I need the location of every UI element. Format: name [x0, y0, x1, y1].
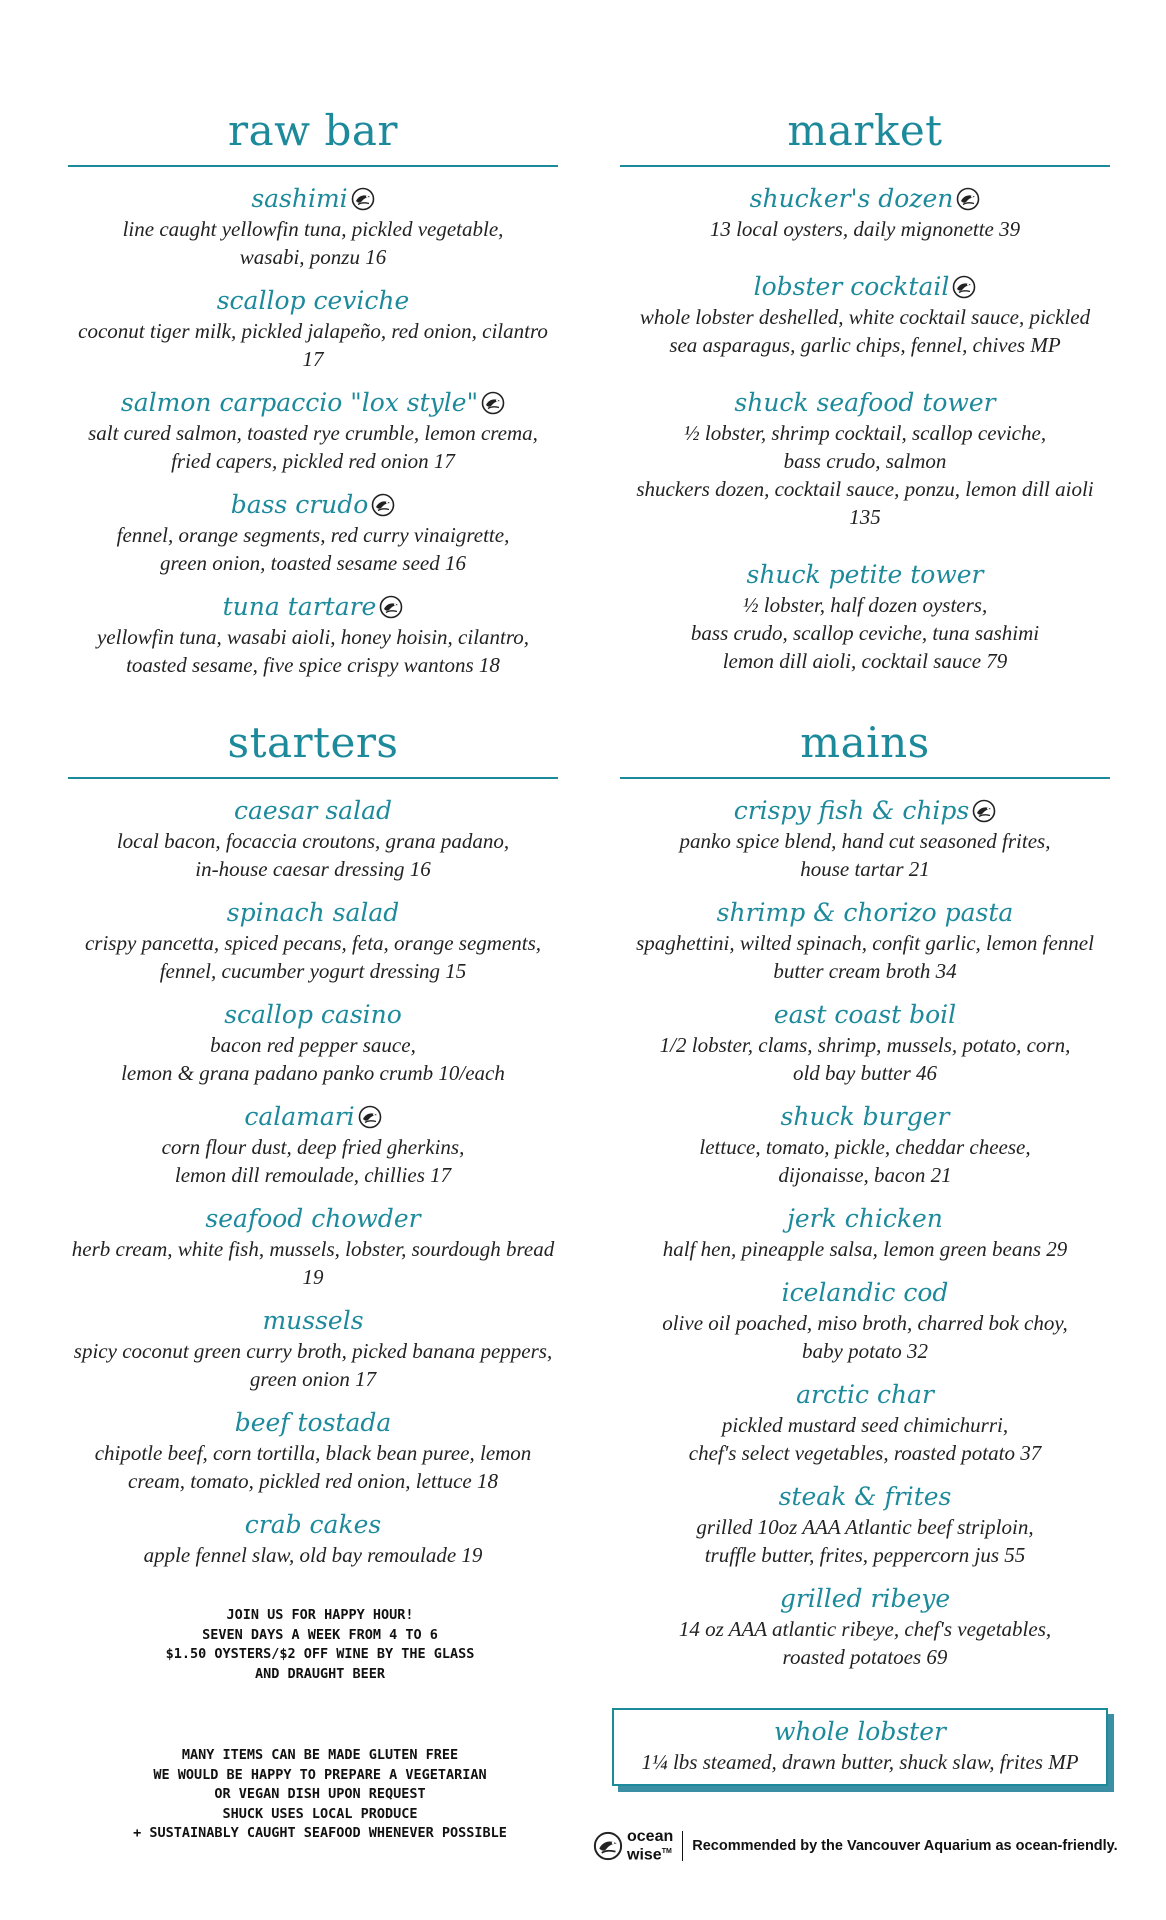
- item-name: shuck seafood tower: [734, 388, 996, 417]
- menu-item: [68, 183, 558, 271]
- item-name: caesar salad: [234, 796, 392, 825]
- item-description: corn flour dust, deep fried gherkins, lemon dill remoulade, chillies 17: [161, 1135, 465, 1187]
- starters-section: [68, 717, 558, 1583]
- featured-whole-lobster-box: [612, 1708, 1108, 1786]
- ocean-wise-icon: [351, 187, 375, 211]
- item-description: 1/2 lobster, clams, shrimp, mussels, potato, corn, old bay butter 46: [659, 1033, 1071, 1085]
- item-name: jerk chicken: [787, 1204, 943, 1233]
- item-name: lobster cocktail: [753, 272, 950, 301]
- item-name: tuna tartare: [222, 592, 377, 621]
- menu-item: [68, 591, 558, 679]
- menu-item: [620, 271, 1110, 359]
- menu-item: [68, 489, 558, 577]
- item-name: shucker's dozen: [749, 184, 954, 213]
- item-name: grilled ribeye: [779, 1584, 951, 1613]
- item-description: panko spice blend, hand cut seasoned frites, house tartar 21: [679, 829, 1051, 881]
- menu-item: [68, 897, 558, 985]
- item-name: beef tostada: [234, 1408, 392, 1437]
- menu-item: [68, 999, 558, 1087]
- item-description: olive oil poached, miso broth, charred bok choy, baby potato 32: [662, 1311, 1068, 1363]
- menu-item: [620, 795, 1110, 883]
- item-description: grilled 10oz AAA Atlantic beef striploin, truffle butter, frites, peppercorn jus 55: [696, 1515, 1034, 1567]
- item-description: 13 local oysters, daily mignonette 39: [709, 217, 1021, 241]
- starters-title: starters: [227, 718, 399, 767]
- raw-bar-rule: [68, 165, 558, 167]
- ocean-wise-icon: [972, 799, 996, 823]
- menu-item: [620, 1583, 1110, 1671]
- item-description: whole lobster deshelled, white cocktail sauce, pickled sea asparagus, garlic chips, fennel, chives MP: [639, 305, 1091, 357]
- ocean-wise-logo-icon: [593, 1831, 623, 1861]
- raw-bar-title: raw bar: [228, 106, 398, 155]
- menu-item: [68, 1203, 558, 1291]
- item-description: ½ lobster, shrimp cocktail, scallop ceviche, bass crudo, salmon shuckers dozen, cocktail sauce, ponzu, lemon dill aioli 135: [636, 421, 1094, 529]
- item-name: spinach salad: [226, 898, 400, 927]
- menu-item: [620, 1203, 1110, 1263]
- mains-rule: [620, 777, 1110, 779]
- menu-item: [68, 795, 558, 883]
- menu-item: [620, 999, 1110, 1087]
- ocean-wise-icon: [358, 1105, 382, 1129]
- item-description: line caught yellowfin tuna, pickled vegetable, wasabi, ponzu 16: [122, 217, 504, 269]
- menu-item: [620, 897, 1110, 985]
- item-name: mussels: [262, 1306, 364, 1335]
- ocean-wise-logo-line2: wise: [627, 1846, 662, 1864]
- item-description: pickled mustard seed chimichurri, chef's select vegetables, roasted potato 37: [688, 1413, 1042, 1465]
- item-description: spicy coconut green curry broth, picked banana peppers, green onion 17: [73, 1339, 553, 1391]
- item-name: shuck burger: [780, 1102, 950, 1131]
- item-description: yellowfin tuna, wasabi aioli, honey hoisin, cilantro, toasted sesame, five spice crispy wantons 18: [96, 625, 530, 677]
- item-description: spaghettini, wilted spinach, confit garlic, lemon fennel butter cream broth 34: [636, 931, 1094, 983]
- happy-hour-note: JOIN US FOR HAPPY HOUR! SEVEN DAYS A WEEK FROM 4 TO 6 $1.50 OYSTERS/$2 OFF WINE BY THE GLASS AND DRAUGHT BEER: [165, 1607, 475, 1682]
- menu-item: [68, 1407, 558, 1495]
- item-name: scallop casino: [224, 1000, 402, 1029]
- item-description: half hen, pineapple salsa, lemon green beans 29: [662, 1237, 1068, 1261]
- featured-item-description: 1¼ lbs steamed, drawn butter, shuck slaw, frites MP: [641, 1750, 1079, 1774]
- starters-rule: [68, 777, 558, 779]
- menu-item: [68, 1101, 558, 1189]
- item-description: herb cream, white fish, mussels, lobster, sourdough bread 19: [71, 1237, 555, 1289]
- menu-item: [68, 1305, 558, 1393]
- ocean-wise-logo: [593, 1829, 673, 1862]
- menu-item: [620, 1379, 1110, 1467]
- ocean-wise-divider: [682, 1831, 683, 1861]
- menu-item: [620, 387, 1110, 531]
- item-name: arctic char: [796, 1380, 934, 1409]
- menu-item: [620, 1277, 1110, 1365]
- item-name: east coast boil: [773, 1000, 957, 1029]
- item-name: crispy fish & chips: [733, 796, 970, 825]
- mains-section: [620, 717, 1110, 1685]
- menu-item: [620, 183, 1110, 243]
- ocean-wise-tagline: Recommended by the Vancouver Aquarium as ocean-friendly.: [692, 1838, 1118, 1854]
- item-name: shrimp & chorizo pasta: [716, 898, 1014, 927]
- raw-bar-section: [68, 105, 558, 693]
- menu-item: [68, 387, 558, 475]
- item-description: salt cured salmon, toasted rye crumble, lemon crema, fried capers, pickled red onion 17: [88, 421, 538, 473]
- item-description: ½ lobster, half dozen oysters, bass crudo, scallop ceviche, tuna sashimi lemon dill aioli, cocktail sauce 79: [690, 593, 1040, 673]
- market-section: [620, 105, 1110, 689]
- item-description: lettuce, tomato, pickle, cheddar cheese, dijonaisse, bacon 21: [699, 1135, 1031, 1187]
- item-description: local bacon, focaccia croutons, grana padano, in-house caesar dressing 16: [116, 829, 510, 881]
- item-description: coconut tiger milk, pickled jalapeño, red onion, cilantro 17: [78, 319, 548, 371]
- item-name: bass crudo: [230, 490, 369, 519]
- ocean-wise-icon: [371, 493, 395, 517]
- ocean-wise-icon: [379, 595, 403, 619]
- item-name: crab cakes: [244, 1510, 382, 1539]
- featured-item-name: whole lobster: [774, 1717, 946, 1746]
- item-name: salmon carpaccio "lox style": [120, 388, 479, 417]
- ocean-wise-icon: [952, 275, 976, 299]
- market-title: market: [787, 106, 943, 155]
- menu-item: [620, 559, 1110, 675]
- item-name: steak & frites: [778, 1482, 952, 1511]
- menu-item: [68, 285, 558, 373]
- item-name: shuck petite tower: [746, 560, 984, 589]
- item-description: chipotle beef, corn tortilla, black bean puree, lemon cream, tomato, pickled red onion, lettuce 18: [94, 1441, 532, 1493]
- mains-title: mains: [800, 718, 930, 767]
- item-description: crispy pancetta, spiced pecans, feta, orange segments, fennel, cucumber yogurt dressing 15: [84, 931, 542, 983]
- ocean-wise-icon: [481, 391, 505, 415]
- market-rule: [620, 165, 1110, 167]
- item-description: apple fennel slaw, old bay remoulade 19: [143, 1543, 483, 1567]
- item-name: calamari: [244, 1102, 355, 1131]
- ocean-wise-logo-line1: ocean: [627, 1828, 674, 1846]
- ocean-wise-footer: [593, 1826, 1153, 1866]
- dietary-note: MANY ITEMS CAN BE MADE GLUTEN FREE WE WOULD BE HAPPY TO PREPARE A VEGETARIAN OR VEGAN DISH UPON REQUEST SHUCK USES LOCAL PRODUCE + SUSTAINABLY CAUGHT SEAFOOD WHENEVER POSSIBLE: [133, 1747, 507, 1841]
- item-name: seafood chowder: [205, 1204, 421, 1233]
- item-name: icelandic cod: [781, 1278, 949, 1307]
- ocean-wise-icon: [956, 187, 980, 211]
- menu-item: [620, 1101, 1110, 1189]
- item-description: bacon red pepper sauce, lemon & grana padano panko crumb 10/each: [121, 1033, 505, 1085]
- ocean-wise-logo-tm: TM: [661, 1848, 672, 1856]
- menu-item: [68, 1509, 558, 1569]
- item-description: fennel, orange segments, red curry vinaigrette, green onion, toasted sesame seed 16: [116, 523, 510, 575]
- item-name: sashimi: [251, 184, 348, 213]
- menu-item: [620, 1481, 1110, 1569]
- item-name: scallop ceviche: [216, 286, 410, 315]
- item-description: 14 oz AAA atlantic ribeye, chef's vegetables, roasted potatoes 69: [678, 1617, 1052, 1669]
